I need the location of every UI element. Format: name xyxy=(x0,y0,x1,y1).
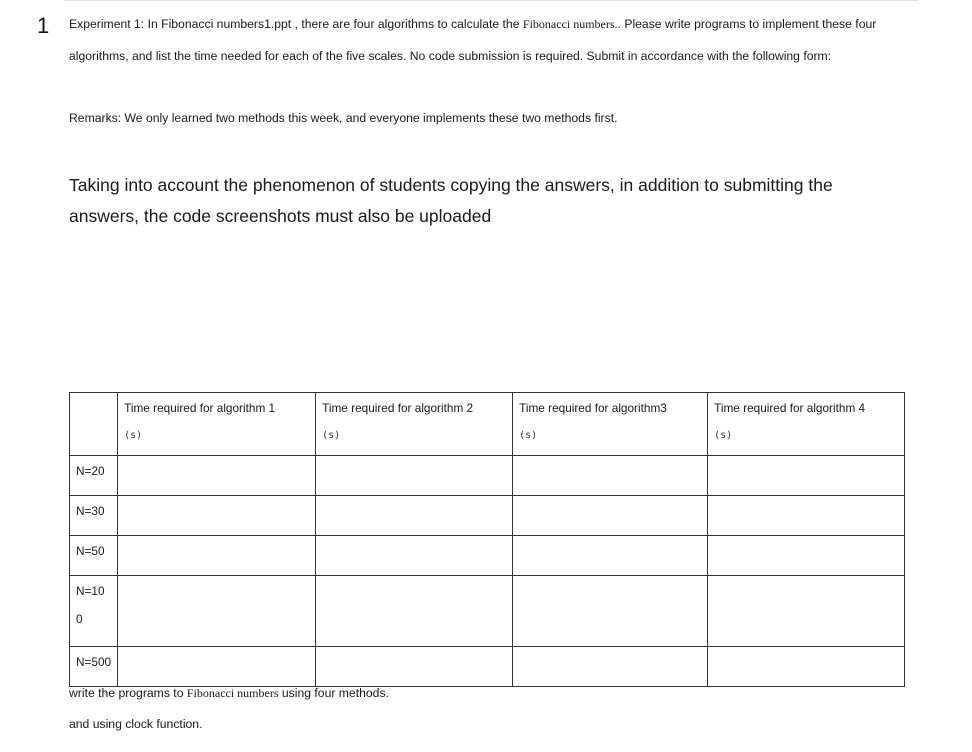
time-cell[interactable] xyxy=(708,647,905,687)
footer-line-2: and using clock function. xyxy=(69,717,203,731)
row-label: N=50 xyxy=(70,536,118,576)
corner-cell xyxy=(70,393,118,456)
table-row xyxy=(70,456,905,496)
time-cell[interactable] xyxy=(316,496,513,536)
time-cell[interactable] xyxy=(513,496,708,536)
header-unit: (s) xyxy=(322,430,341,441)
row-label-line-1: N=10 xyxy=(76,584,105,598)
time-cell[interactable] xyxy=(316,456,513,496)
time-cell[interactable] xyxy=(513,456,708,496)
time-cell[interactable] xyxy=(708,496,905,536)
header-unit: (s) xyxy=(124,430,143,441)
intro-text-b: . Please write programs to implement these four xyxy=(617,17,877,31)
notice-line-1: Taking into account the phenomenon of students copying the answers, in addition to submitting the xyxy=(69,175,833,195)
footer-line-1 xyxy=(69,686,389,701)
time-cell[interactable] xyxy=(118,536,316,576)
intro-text-a: Experiment 1: In Fibonacci numbers1.ppt , there are four algorithms to calculate the xyxy=(69,17,523,31)
notice-line-2: answers, the code screenshots must also be uploaded xyxy=(69,206,492,226)
time-cell[interactable] xyxy=(118,456,316,496)
header-cell xyxy=(118,393,316,456)
table-row xyxy=(70,496,905,536)
table-row xyxy=(70,576,905,647)
header-cell xyxy=(708,393,905,456)
time-cell[interactable] xyxy=(708,576,905,647)
time-cell[interactable] xyxy=(316,536,513,576)
time-cell[interactable] xyxy=(118,647,316,687)
remarks-text: Remarks: We only learned two methods this week, and everyone implements these two methods first. xyxy=(69,111,618,125)
time-cell[interactable] xyxy=(513,576,708,647)
header-title: Time required for algorithm 2 xyxy=(322,401,474,415)
header-title: Time required for algorithm3 xyxy=(519,401,667,415)
time-cell[interactable] xyxy=(118,496,316,536)
header-cell xyxy=(513,393,708,456)
header-title: Time required for algorithm 1 xyxy=(124,401,276,415)
row-label: N=20 xyxy=(70,456,118,496)
row-label-line-2: 0 xyxy=(76,612,83,626)
intro-line-2: algorithms, and list the time needed for each of the five scales. No code submission is required. Submit in accordance with the following form: xyxy=(69,49,832,63)
table-row xyxy=(70,536,905,576)
row-label: N=500 xyxy=(70,647,118,687)
intro-line-1 xyxy=(69,17,876,32)
time-cell[interactable] xyxy=(708,536,905,576)
time-cell[interactable] xyxy=(316,647,513,687)
row-label: N=30 xyxy=(70,496,118,536)
time-cell[interactable] xyxy=(708,456,905,496)
table-header-row xyxy=(70,393,905,456)
header-unit: (s) xyxy=(714,430,733,441)
row-label xyxy=(70,576,118,647)
header-cell xyxy=(316,393,513,456)
header-title: Time required for algorithm 4 xyxy=(714,401,866,415)
top-divider xyxy=(64,0,918,1)
header-unit: (s) xyxy=(519,430,538,441)
footer-text-a: write the programs to xyxy=(69,686,187,700)
time-cell[interactable] xyxy=(118,576,316,647)
time-cell[interactable] xyxy=(513,536,708,576)
time-cell[interactable] xyxy=(513,647,708,687)
question-number: 1 xyxy=(37,13,50,38)
footer-fibonacci-term: Fibonacci numbers xyxy=(186,686,279,700)
table-row xyxy=(70,647,905,687)
timing-table xyxy=(69,392,905,687)
time-cell[interactable] xyxy=(316,576,513,647)
footer-text-b: using four methods. xyxy=(278,686,389,700)
intro-fibonacci-term: Fibonacci numbers. xyxy=(522,17,618,31)
